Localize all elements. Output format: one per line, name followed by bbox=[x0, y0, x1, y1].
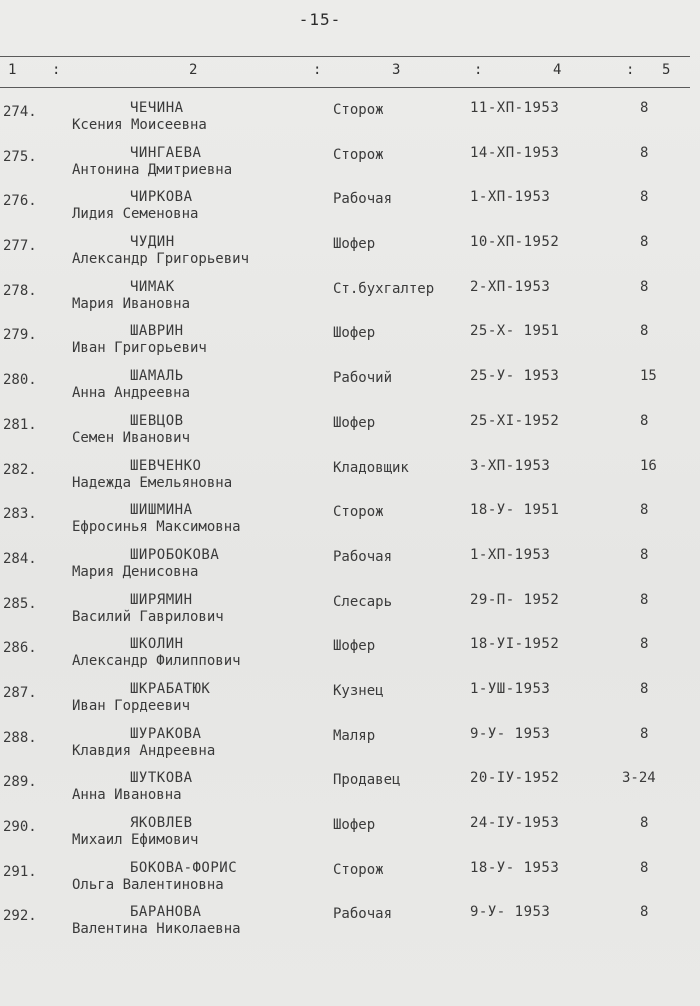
row-number: 289. bbox=[3, 774, 37, 791]
row-number: 292. bbox=[3, 908, 37, 925]
given-names: Александр Филиппович bbox=[72, 653, 241, 670]
page-number: -15- bbox=[298, 10, 342, 29]
date: 25-У- 1953 bbox=[470, 368, 560, 385]
header-col-4: 4 bbox=[553, 62, 562, 78]
header-separator: : bbox=[474, 62, 483, 78]
table-row bbox=[0, 677, 700, 722]
term: 8 bbox=[640, 815, 649, 831]
occupation: Рабочая bbox=[333, 548, 393, 565]
date: 2-ХП-1953 bbox=[470, 278, 551, 295]
table-row bbox=[0, 319, 700, 364]
occupation: Сторож bbox=[333, 504, 384, 521]
date: 9-У- 1953 bbox=[470, 904, 551, 921]
given-names: Клавдия Андреевна bbox=[72, 742, 216, 759]
given-names: Антонина Дмитриевна bbox=[72, 161, 233, 178]
given-names: Ольга Валентиновна bbox=[72, 876, 224, 893]
table-row bbox=[0, 96, 700, 141]
table-row bbox=[0, 543, 700, 588]
occupation: Сторож bbox=[333, 146, 384, 163]
surname: ШИШМИНА bbox=[130, 502, 193, 519]
date: 18-УI-1952 bbox=[470, 636, 560, 653]
table-row bbox=[0, 275, 700, 320]
given-names: Александр Григорьевич bbox=[72, 251, 250, 268]
date: 3-ХП-1953 bbox=[470, 457, 551, 474]
table-row bbox=[0, 409, 700, 454]
surname: ШКОЛИН bbox=[130, 636, 184, 653]
given-names: Михаил Ефимович bbox=[72, 832, 199, 848]
term: 8 bbox=[640, 278, 649, 295]
term: 8 bbox=[640, 234, 649, 251]
term: 8 bbox=[640, 636, 649, 653]
given-names: Надежда Емельяновна bbox=[72, 474, 233, 491]
term: 3-24 bbox=[622, 770, 656, 787]
term: 8 bbox=[640, 725, 649, 742]
term: 8 bbox=[640, 591, 649, 608]
term: 8 bbox=[640, 412, 649, 429]
table-row bbox=[0, 588, 700, 633]
row-number: 288. bbox=[3, 729, 37, 746]
header-bottom-rule bbox=[0, 87, 690, 88]
occupation: Шофер bbox=[333, 638, 376, 655]
header-col-1: 1 bbox=[8, 62, 17, 78]
table-row bbox=[0, 856, 700, 901]
table-row bbox=[0, 454, 700, 499]
surname: БАРАНОВА bbox=[130, 904, 202, 921]
header-top-rule bbox=[0, 56, 690, 57]
date: 11-ХП-1953 bbox=[470, 100, 560, 116]
table-header bbox=[0, 62, 700, 84]
table-row bbox=[0, 230, 700, 275]
row-number: 285. bbox=[3, 595, 37, 612]
date: 18-У- 1953 bbox=[470, 859, 560, 876]
surname: ШУТКОВА bbox=[130, 770, 193, 787]
term: 15 bbox=[640, 368, 657, 385]
date: 1-ХП-1953 bbox=[470, 546, 551, 563]
table-row bbox=[0, 185, 700, 230]
surname: ШАВРИН bbox=[130, 323, 184, 340]
given-names: Анна Андреевна bbox=[72, 385, 191, 402]
date: 1-УШ-1953 bbox=[470, 680, 551, 697]
occupation: Ст.бухгалтер bbox=[333, 280, 435, 297]
header-separator: : bbox=[313, 62, 322, 78]
term: 8 bbox=[640, 189, 649, 206]
row-number: 286. bbox=[3, 640, 37, 657]
date: 14-ХП-1953 bbox=[470, 144, 560, 161]
date: 1-ХП-1953 bbox=[470, 189, 551, 206]
term: 16 bbox=[640, 457, 657, 474]
term: 8 bbox=[640, 680, 649, 697]
term: 8 bbox=[640, 904, 649, 921]
given-names: Лидия Семеновна bbox=[72, 206, 199, 223]
table-row bbox=[0, 722, 700, 767]
occupation: Рабочая bbox=[333, 906, 393, 923]
given-names: Ефросинья Максимовна bbox=[72, 519, 241, 536]
table-row bbox=[0, 498, 700, 543]
term: 8 bbox=[640, 144, 649, 161]
surname: ШЕВЧЕНКО bbox=[130, 457, 202, 474]
surname: ШУРАКОВА bbox=[130, 725, 202, 742]
row-number: 280. bbox=[3, 372, 37, 389]
given-names: Анна Ивановна bbox=[72, 787, 182, 804]
occupation: Кузнец bbox=[333, 682, 384, 699]
row-number: 290. bbox=[3, 819, 37, 835]
occupation: Маляр bbox=[333, 727, 376, 744]
term: 8 bbox=[640, 859, 649, 876]
occupation: Шофер bbox=[333, 325, 376, 342]
given-names: Валентина Николаевна bbox=[72, 921, 241, 938]
given-names: Мария Ивановна bbox=[72, 295, 191, 312]
given-names: Иван Григорьевич bbox=[72, 340, 207, 357]
table-row bbox=[0, 811, 700, 856]
date: 20-IУ-1952 bbox=[470, 770, 560, 787]
surname: ЧЕЧИНА bbox=[130, 100, 184, 116]
surname: ШИРОБОКОВА bbox=[130, 546, 220, 563]
row-number: 274. bbox=[3, 104, 37, 120]
date: 9-У- 1953 bbox=[470, 725, 551, 742]
table-row bbox=[0, 900, 700, 945]
row-number: 281. bbox=[3, 416, 37, 433]
occupation: Слесарь bbox=[333, 593, 393, 610]
date: 25-ХI-1952 bbox=[470, 412, 560, 429]
date: 10-ХП-1952 bbox=[470, 234, 560, 251]
row-number: 287. bbox=[3, 684, 37, 701]
date: 25-Х- 1951 bbox=[470, 323, 560, 340]
surname: БОКОВА-ФОРИС bbox=[130, 859, 238, 876]
row-number: 277. bbox=[3, 238, 37, 255]
surname: ШКРАБАТЮК bbox=[130, 680, 211, 697]
row-number: 291. bbox=[3, 863, 37, 880]
occupation: Рабочий bbox=[333, 370, 393, 387]
given-names: Ксения Моисеевна bbox=[72, 117, 207, 133]
surname: ЧИНГАЕВА bbox=[130, 144, 202, 161]
given-names: Иван Гордеевич bbox=[72, 697, 191, 714]
term: 8 bbox=[640, 502, 649, 519]
occupation: Сторож bbox=[333, 102, 384, 118]
term: 8 bbox=[640, 546, 649, 563]
header-col-2: 2 bbox=[189, 62, 198, 78]
header-separator: : bbox=[52, 62, 61, 78]
surname: ЧУДИН bbox=[130, 234, 175, 251]
table-row bbox=[0, 766, 700, 811]
surname: ЧИРКОВА bbox=[130, 189, 193, 206]
given-names: Семен Иванович bbox=[72, 429, 191, 446]
date: 18-У- 1951 bbox=[470, 502, 560, 519]
table-row bbox=[0, 364, 700, 409]
date: 29-П- 1952 bbox=[470, 591, 560, 608]
header-col-3: 3 bbox=[392, 62, 401, 78]
row-number: 279. bbox=[3, 327, 37, 344]
occupation: Шофер bbox=[333, 414, 376, 431]
row-number: 276. bbox=[3, 193, 37, 210]
header-col-5: 5 bbox=[662, 62, 671, 78]
date: 24-IУ-1953 bbox=[470, 815, 560, 831]
surname: ЧИМАК bbox=[130, 278, 175, 295]
given-names: Василий Гаврилович bbox=[72, 608, 224, 625]
occupation: Кладовщик bbox=[333, 459, 409, 476]
row-number: 283. bbox=[3, 506, 37, 523]
occupation: Рабочая bbox=[333, 191, 393, 208]
table-body bbox=[0, 96, 700, 945]
given-names: Мария Денисовна bbox=[72, 563, 199, 580]
surname: ЯКОВЛЕВ bbox=[130, 815, 193, 831]
surname: ШИРЯМИН bbox=[130, 591, 193, 608]
row-number: 278. bbox=[3, 282, 37, 299]
surname: ШАМАЛЬ bbox=[130, 368, 184, 385]
occupation: Продавец bbox=[333, 772, 401, 789]
term: 8 bbox=[640, 100, 649, 116]
header-separator: : bbox=[626, 62, 635, 78]
table-row bbox=[0, 141, 700, 186]
table-row bbox=[0, 632, 700, 677]
occupation: Сторож bbox=[333, 861, 384, 878]
occupation: Шофер bbox=[333, 817, 376, 833]
row-number: 275. bbox=[3, 148, 37, 165]
term: 8 bbox=[640, 323, 649, 340]
row-number: 284. bbox=[3, 550, 37, 567]
row-number: 282. bbox=[3, 461, 37, 478]
surname: ШЕВЦОВ bbox=[130, 412, 184, 429]
occupation: Шофер bbox=[333, 236, 376, 253]
